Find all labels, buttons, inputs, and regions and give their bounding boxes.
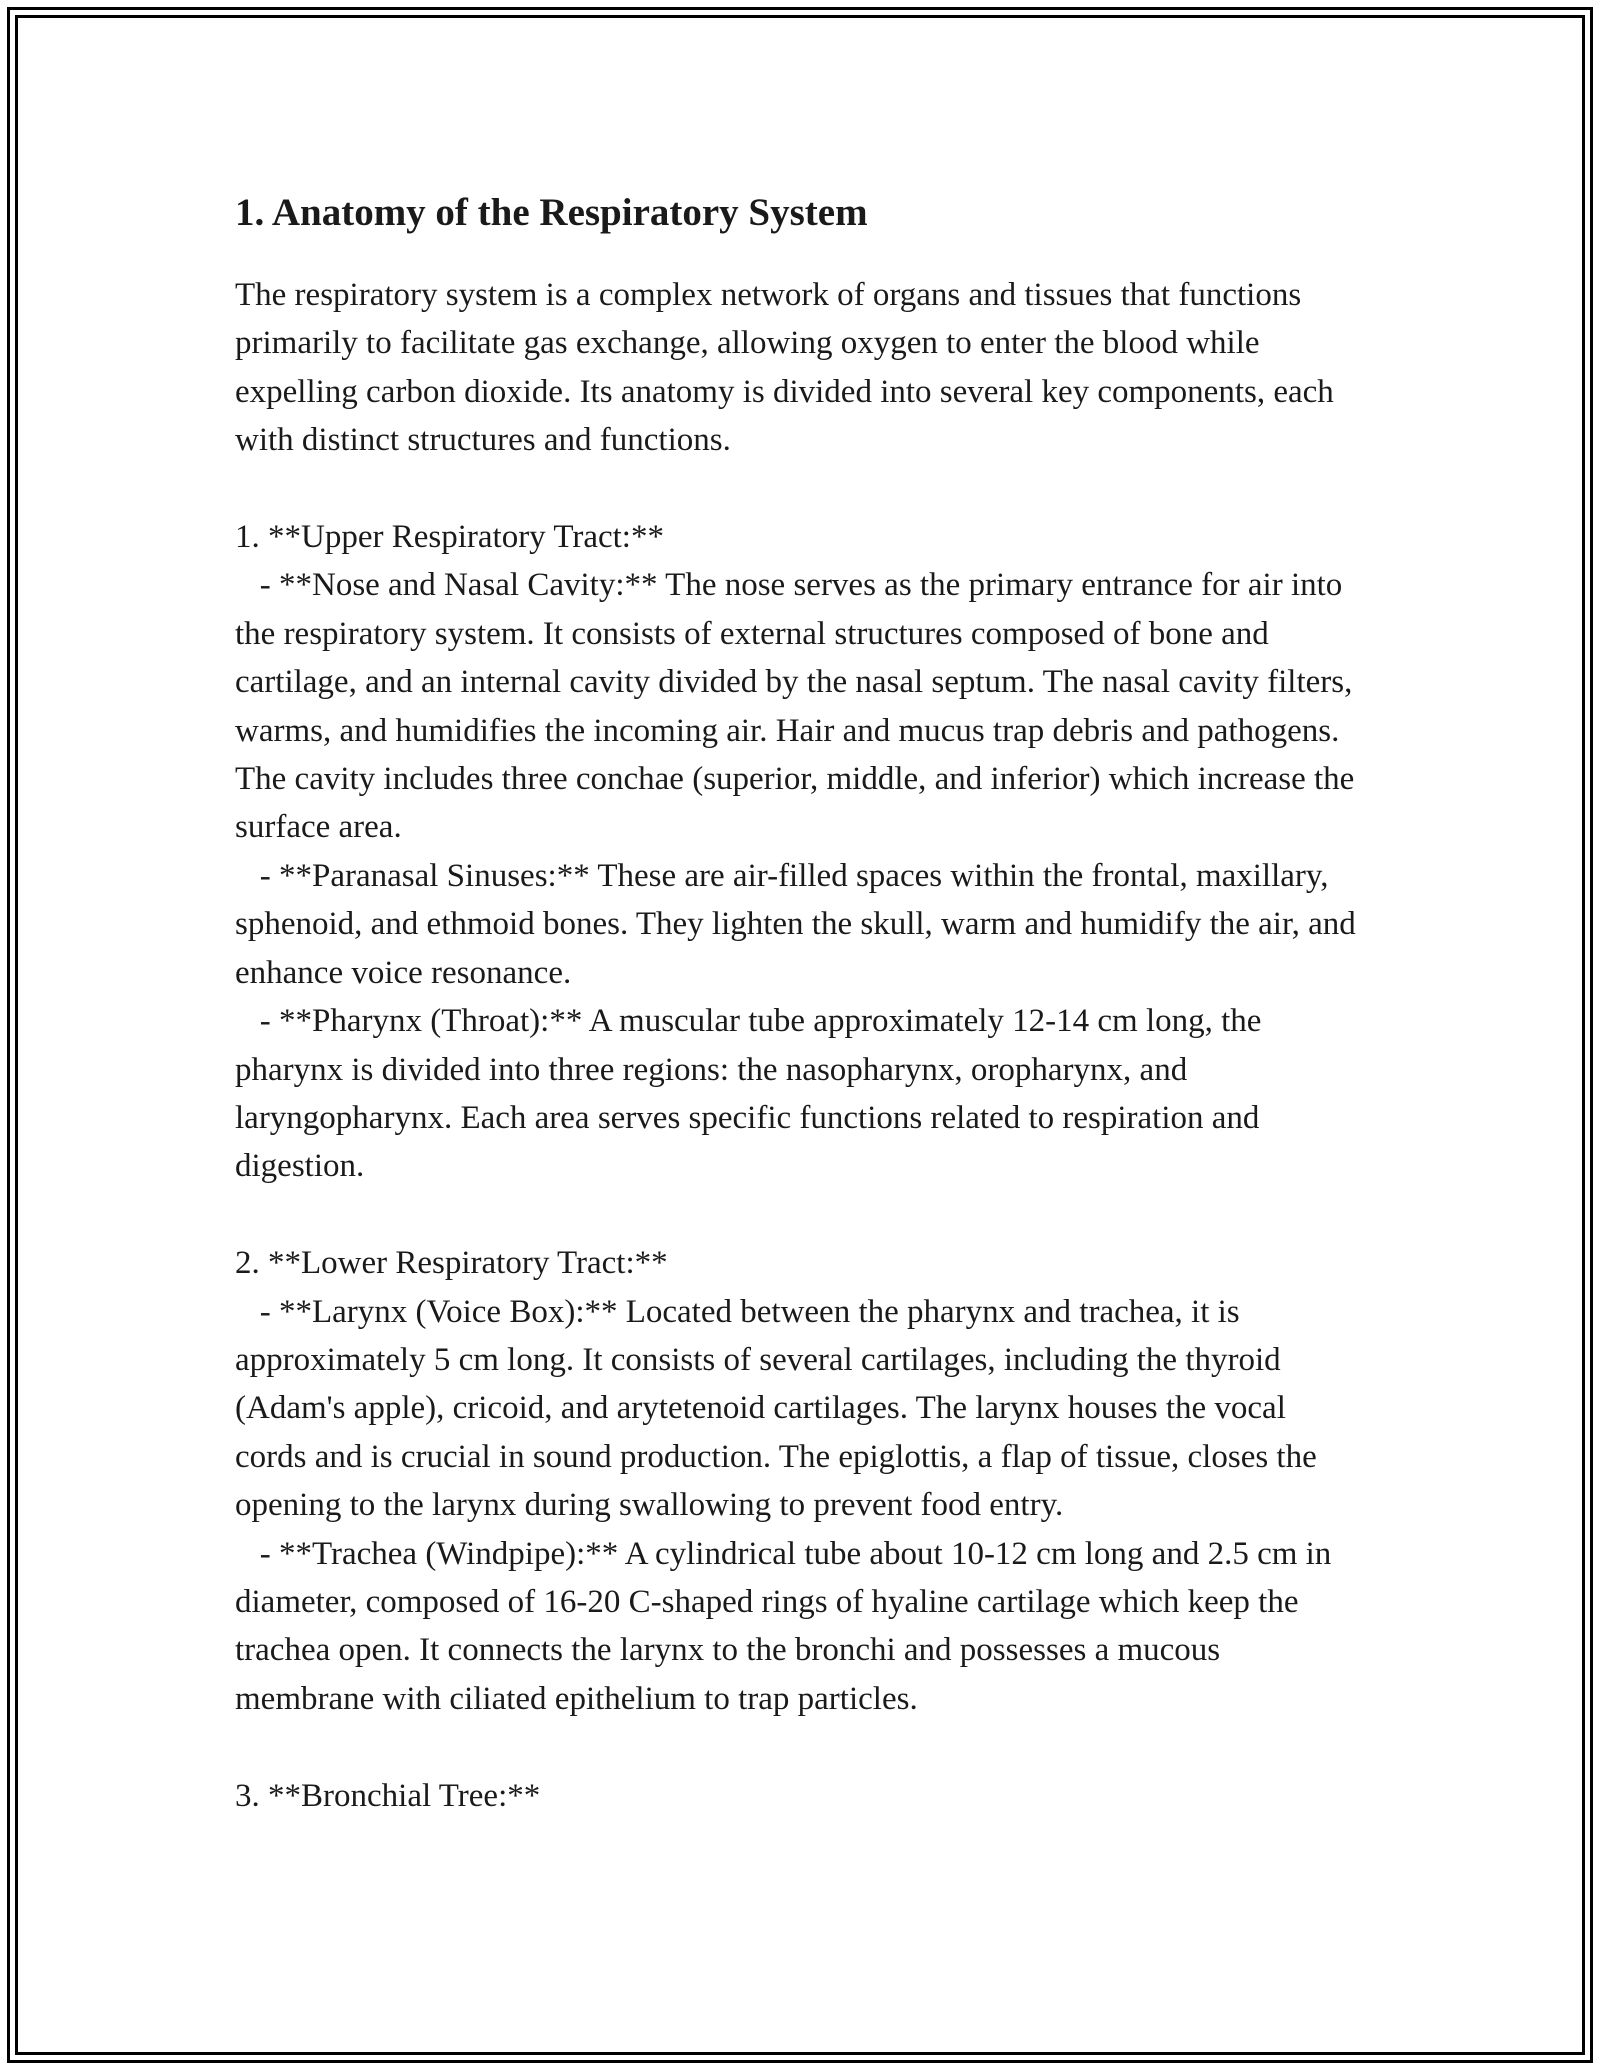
document-content bbox=[235, 185, 1365, 1820]
body-text: The respiratory system is a complex network of organs and tissues that functions primarily to facilitate gas exchange, allowing oxygen to enter the blood while expelling carbon dioxide. Its anatomy is divided into several key components, each with distinct structures and functions. 1. **Upper Respiratory Tract:** - **Nose and Nasal Cavity:** The nose serves as the primary entrance for air into the respiratory system. It consists of external structures composed of bone and cartilage, and an internal cavity divided by the nasal septum. The nasal cavity filters, warms, and humidifies the incoming air. Hair and mucus trap debris and pathogens. The cavity includes three conchae (superior, middle, and inferior) which increase the surface area. - **Paranasal Sinuses:** These are air-filled spaces within the frontal, maxillary, sphenoid, and ethmoid bones. They lighten the skull, warm and humidify the air, and enhance voice resonance. - **Pharynx (Throat):** A muscular tube approximately 12-14 cm long, the pharynx is divided into three regions: the nasopharynx, oropharynx, and laryngopharynx. Each area serves specific functions related to respiration and digestion. 2. **Lower Respiratory Tract:** - **Larynx (Voice Box):** Located between the pharynx and trachea, it is approximately 5 cm long. It consists of several cartilages, including the thyroid (Adam's apple), cricoid, and arytetenoid cartilages. The larynx houses the vocal cords and is crucial in sound production. The epiglottis, a flap of tissue, closes the opening to the larynx during swallowing to prevent food entry. - **Trachea (Windpipe):** A cylindrical tube about 10-12 cm long and 2.5 cm in diameter, composed of 16-20 C-shaped rings of hyaline cartilage which keep the trachea open. It connects the larynx to the bronchi and possesses a mucous membrane with ciliated epithelium to trap particles. 3. **Bronchial Tree:** bbox=[235, 277, 1356, 1814]
section-heading: 1. Anatomy of the Respiratory System bbox=[235, 191, 868, 234]
